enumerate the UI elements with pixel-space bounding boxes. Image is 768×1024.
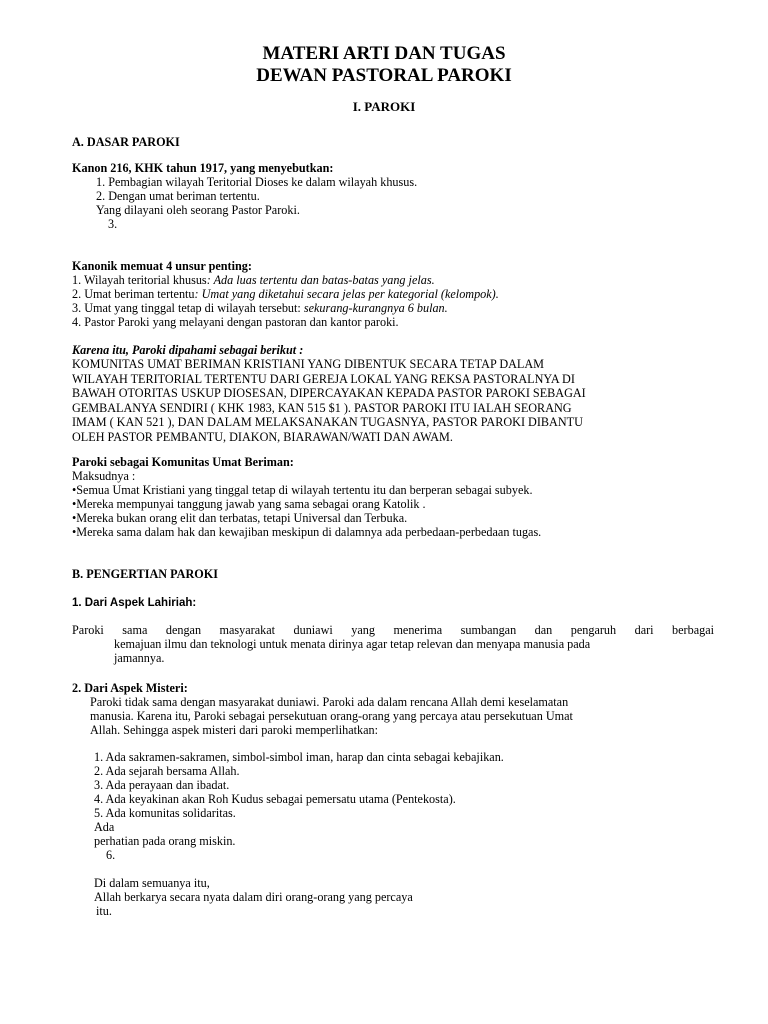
caps-line: BAWAH OTORITAS USKUP DIOSESAN, DIPERCAYAKAN KEPADA PASTOR PAROKI SEBAGAI (72, 386, 586, 401)
list-item: 2. Ada sejarah bersama Allah. (94, 764, 240, 778)
list-item: 5. Ada komunitas solidaritas. (94, 806, 236, 820)
list-item: perhatian pada orang miskin. (94, 834, 236, 848)
komunitas-heading: Paroki sebagai Komunitas Umat Beriman: (72, 455, 294, 469)
paragraph-line: Paroki sama dengan masyarakat duniawi yang menerima sumbangan dan pengaruh dari berbagai (72, 623, 714, 637)
kanonik-heading: Kanonik memuat 4 unsur penting: (72, 259, 252, 273)
heading-aspek-lahiriah: 1. Dari Aspek Lahiriah: (72, 597, 197, 609)
unsur-detail: sekurang-kurangnya 6 bulan. (300, 301, 448, 315)
caps-line: WILAYAH TERITORIAL TERTENTU DARI GEREJA LOKAL YANG REKSA PASTORALNYA DI (72, 371, 575, 386)
unsur-label: 3. Umat yang tinggal tetap di wilayah tersebut: (72, 301, 301, 315)
unsur-item (72, 273, 435, 288)
closing-line: itu. (96, 904, 112, 918)
list-item: 6. (106, 848, 116, 862)
heading-pengertian-paroki: B. PENGERTIAN PAROKI (72, 567, 218, 581)
paragraph-line: manusia. Karena itu, Paroki sebagai persekutuan orang-orang yang percaya atau persekutuan Umat (90, 709, 573, 723)
caps-line: IMAM ( KAN 521 ), DAN DALAM MELAKSANAKAN TUGASNYA, PASTOR PAROKI DIBANTU (72, 415, 583, 430)
list-item: Ada (94, 820, 115, 834)
caps-paragraph (72, 357, 718, 445)
bullet-item: •Mereka mempunyai tanggung jawab yang sama sebagai orang Katolik . (72, 497, 426, 511)
list-item: 3. (108, 217, 118, 231)
unsur-item (72, 301, 448, 316)
kanon-heading: Kanon 216, KHK tahun 1917, yang menyebutkan: (72, 161, 334, 175)
caps-line: GEMBALANYA SENDIRI ( KHK 1983, KAN 515 $1 ). PASTOR PAROKI ITU IALAH SEORANG (72, 400, 572, 415)
maksudnya-label: Maksudnya : (72, 469, 136, 483)
paragraph-line: kemajuan ilmu dan teknologi untuk menata dirinya agar tetap relevan dan menyapa manusia pada (114, 637, 591, 651)
document-title-line-1: MATERI ARTI DAN TUGAS (262, 43, 506, 64)
unsur-label: 2. Umat beriman tertentu (72, 287, 195, 301)
heading-dasar-paroki: A. DASAR PAROKI (72, 135, 180, 149)
unsur-item (72, 287, 499, 302)
caps-line: KOMUNITAS UMAT BERIMAN KRISTIANI YANG DIBENTUK SECARA TETAP DALAM (72, 357, 545, 371)
list-item: 4. Ada keyakinan akan Roh Kudus sebagai pemersatu utama (Pentekosta). (94, 792, 456, 806)
list-item: 3. Ada perayaan dan ibadat. (94, 778, 230, 792)
section-title: I. PAROKI (352, 99, 416, 114)
unsur-label: 1. Wilayah teritorial khusus (72, 273, 207, 287)
heading-aspek-misteri: 2. Dari Aspek Misteri: (72, 681, 188, 695)
list-item: 1. Pembagian wilayah Teritorial Dioses ke dalam wilayah khusus. (96, 175, 418, 189)
unsur-detail: : Umat yang diketahui secara jelas per kategorial (kelompok). (194, 287, 499, 301)
karena-heading: Karena itu, Paroki dipahami sebagai berikut : (72, 343, 304, 357)
list-item: Yang dilayani oleh seorang Pastor Paroki. (96, 203, 300, 217)
caps-line: OLEH PASTOR PEMBANTU, DIAKON, BIARAWAN/WATI DAN AWAM. (72, 429, 453, 444)
bullet-item: •Mereka bukan orang elit dan terbatas, tetapi Universal dan Terbuka. (72, 511, 408, 525)
closing-line: Di dalam semuanya itu, (94, 876, 210, 890)
unsur-item (72, 315, 399, 330)
list-item: 1. Ada sakramen-sakramen, simbol-simbol iman, harap dan cinta sebagai kebajikan. (94, 750, 504, 764)
document-title-line-2: DEWAN PASTORAL PAROKI (256, 65, 512, 86)
list-item: 2. Dengan umat beriman tertentu. (96, 189, 260, 203)
bullet-item: •Mereka sama dalam hak dan kewajiban meskipun di dalamnya ada perbedaan-perbedaan tugas. (72, 525, 542, 539)
paragraph-line: jamannya. (114, 651, 165, 665)
paragraph-line: Paroki tidak sama dengan masyarakat duniawi. Paroki ada dalam rencana Allah demi keselamatan (90, 695, 569, 709)
unsur-label: 4. Pastor Paroki yang melayani dengan pastoran dan kantor paroki. (72, 315, 399, 329)
unsur-detail: : Ada luas tertentu dan batas-batas yang jelas. (206, 273, 435, 287)
closing-line: Allah berkarya secara nyata dalam diri orang-orang yang percaya (94, 890, 413, 904)
bullet-item: •Semua Umat Kristiani yang tinggal tetap di wilayah tertentu itu dan berperan sebagai subyek. (72, 483, 533, 497)
paragraph-line: Allah. Sehingga aspek misteri dari paroki memperlihatkan: (90, 723, 379, 737)
